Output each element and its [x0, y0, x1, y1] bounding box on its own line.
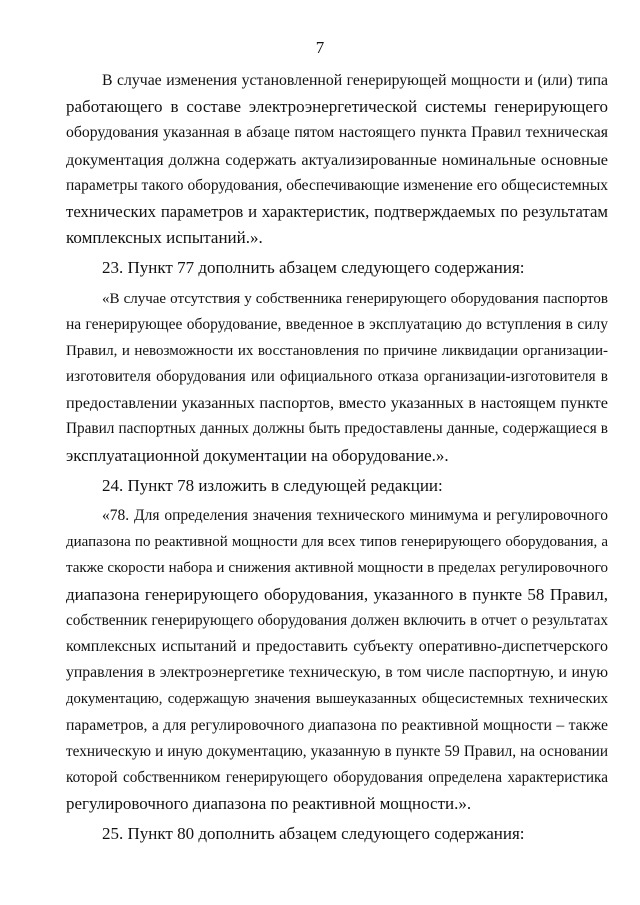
paragraph-item-23	[66, 255, 608, 281]
text-line: 24. Пункт 78 изложить в следующей редакции:	[102, 475, 443, 495]
text-line: Правил, и невозможности их восстановления по причине ликвидации организации-	[66, 342, 608, 359]
paragraph-missing-passports	[66, 286, 608, 469]
paragraph-generation-capacity-change	[66, 68, 608, 251]
text-line: также скорости набора и снижения активной мощности в пределах регулировочного	[66, 560, 608, 577]
text-line: на генерирующее оборудование, введенное в эксплуатацию до вступления в силу	[66, 315, 608, 333]
text-line: В случае изменения установленной генерирующей мощности и (или) типа	[102, 72, 608, 89]
text-line: 25. Пункт 80 дополнить абзацем следующего содержания:	[102, 824, 525, 844]
text-line: диапазона по реактивной мощности для всех типов генерирующего оборудования, а	[66, 534, 608, 551]
text-line: комплексных испытаний.».	[66, 228, 263, 248]
page-number: 7	[315, 38, 325, 57]
text-line: предоставлении указанных паспортов, вместо указанных в настоящем пункте	[66, 394, 608, 413]
text-line: 23. Пункт 77 дополнить абзацем следующего содержания:	[102, 258, 525, 278]
text-line: «78. Для определения значения технического минимума и регулировочного	[102, 507, 608, 524]
text-line: технических параметров и характеристик, подтверждаемых по результатам	[66, 201, 608, 221]
text-line: эксплуатационной документации на оборудование.».	[66, 445, 449, 465]
text-line: параметров, а для регулировочного диапазона по реактивной мощности – также	[66, 716, 608, 734]
paragraph-item-24	[66, 473, 608, 499]
text-line: изготовителя оборудования или официального отказа организации-изготовителя в	[66, 368, 608, 386]
text-line: параметры такого оборудования, обеспечивающие изменение его общесистемных	[66, 176, 608, 194]
text-line: работающего в составе электроэнергетической системы генерирующего	[66, 97, 608, 117]
text-line: собственник генерирующего оборудования должен включить в отчет о результатах	[66, 611, 608, 629]
text-line: регулировочного диапазона по реактивной мощности.».	[66, 794, 472, 814]
text-line: диапазона генерирующего оборудования, указанного в пункте 58 Правил,	[66, 584, 608, 604]
text-line: оборудования указанная в абзаце пятом настоящего пункта Правил техническая	[66, 124, 608, 142]
paragraph-item-25	[66, 821, 608, 847]
paragraph-item-78-text	[66, 503, 608, 817]
text-line: техническую и иную документацию, указанную в пункте 59 Правил, на основании	[66, 742, 608, 760]
text-line: комплексных испытаний и предоставить субъекту оперативно-диспетчерского	[66, 637, 608, 655]
text-line: которой собственником генерирующего оборудования определена характеристика	[66, 768, 608, 786]
text-line: Правил паспортных данных должны быть предоставлены данные, содержащиеся в	[66, 420, 608, 438]
document-body	[66, 68, 608, 847]
text-line: документацию, содержащую значения вышеуказанных общесистемных технических	[66, 691, 608, 708]
text-line: «В случае отсутствия у собственника генерирующего оборудования паспортов	[102, 290, 608, 307]
text-line: документация должна содержать актуализированные номинальные основные	[66, 150, 608, 169]
text-line: управления в электроэнергетике техническую, в том числе паспортную, и иную	[66, 664, 608, 682]
